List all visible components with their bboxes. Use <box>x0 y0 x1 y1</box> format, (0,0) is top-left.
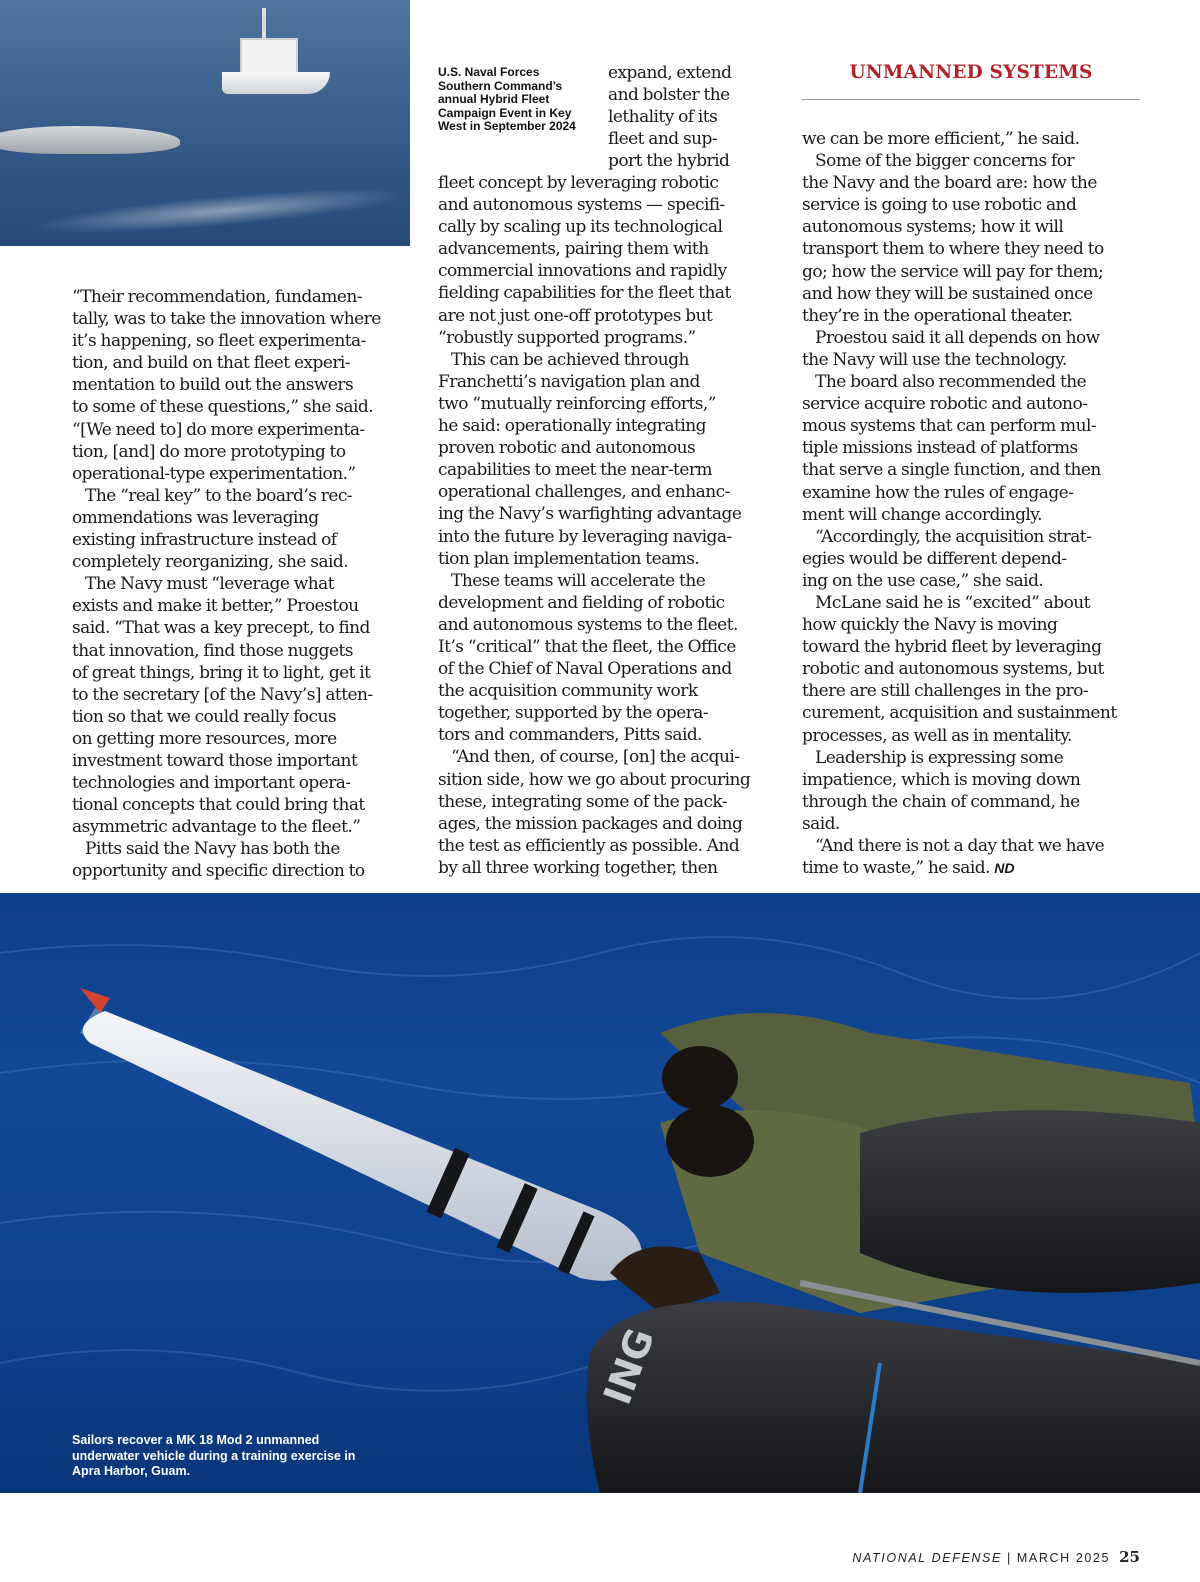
page-number: 25 <box>1119 1548 1140 1566</box>
publication-name: NATIONAL DEFENSE <box>852 1551 1002 1565</box>
section-title: UNMANNED SYSTEMS <box>849 62 1093 83</box>
end-mark: ND <box>994 860 1015 877</box>
article-column-2-top: expand, extend and bolster the lethality of its fleet and sup- port the hybrid <box>608 63 732 172</box>
issue-date: MARCH 2025 <box>1016 1551 1111 1565</box>
raft-tube-front <box>587 1302 1200 1493</box>
article-column-3 <box>802 128 1117 879</box>
unmanned-surface-vessel <box>0 126 180 154</box>
article-column-1: “Their recommendation, fundamen- tally, was to take the innovation where it’s happening, so fleet experimenta- tion, and build on that fleet experi- mentation to build out the answers to some of these questions,” she said. “[We need to] do more experimenta- tion, [and] do more prototyping to operational-type experimentation.” The “real key” to the board’s rec- ommendations was leveraging existing infrastructure instead of completely reorganizing, she said. The Navy must “leverage what exists and make it better,” Proestou said. “That was a key precept, to find that innovation, find those nuggets of great things, bring it to light, get it to the secretary [of the Navy’s] atten- tion so that we could really focus on getting more resources, more investment toward those important technologies and important opera- tional concepts that could bring that asymmetric advantage to the fleet.” Pitts said the Navy has both the opportunity and specific direction to <box>72 287 381 882</box>
bottom-photo-scene <box>0 893 1200 1493</box>
sailor-head-2 <box>666 1105 754 1177</box>
bottom-photo-caption: Sailors recover a MK 18 Mod 2 unmanned underwater vehicle during a training exercise in Apra Harbor, Guam. <box>72 1433 356 1478</box>
top-photo-caption: U.S. Naval Forces Southern Command’s annual Hybrid Fleet Campaign Event in Key West in September 2024 <box>438 65 576 134</box>
boat-tower <box>262 8 266 40</box>
bottom-photo <box>0 893 1200 1493</box>
article-column-2: fleet concept by leveraging robotic and autonomous systems — specifi- cally by scaling up its technological advancements, pairing them with commercial innovations and rapidly fielding capabilities for the fleet that are not just one-off prototypes but “robustly supported programs.” This can be achieved through Franchetti’s navigation plan and two “mutually reinforcing efforts,” he said: operationally integrating proven robotic and autonomous capabilities to meet the near-term operational challenges, and enhanc- ing the Navy’s warfighting advantage into the future by leveraging naviga- tion plan implementation teams. These teams will accelerate the development and fielding of robotic and autonomous systems to the fleet. It’s “critical” that the fleet, the Office of the Chief of Naval Operations and the acquisition community work together, supported by the opera- tors and commanders, Pitts said. “And then, of course, [on] the acqui- sition side, how we go about procuring these, integrating some of the pack- ages, the mission packages and doing the test as efficiently as possible. And by all three working together, then <box>438 173 751 878</box>
top-photo <box>0 0 410 246</box>
article-column-3-text: we can be more efficient,” he said. Some of the bigger concerns for the Navy and the board are: how the service is going to use robotic and autonomous systems; how it will transport them to where they need to go; how the service will pay for them; and how they will be sustained once they’re in the operational theater. Proestou said it all depends on how the Navy will use the technology. The board also recommended the service acquire robotic and autono- mous systems that can perform mul- tiple missions instead of platforms that serve a single function, and then examine how the rules of engage- ment will change accordingly. “Accordingly, the acquisition strat- egies would be different depend- ing on the use case,” she said. McLane said he is “excited” about how quickly the Navy is moving toward the hybrid fleet by leveraging robotic and autonomous systems, but there are still challenges in the pro- curement, acquisition and sustainment processes, as well as in mentality. Leadership is expressing some impatience, which is moving down through the chain of command, he said. “And there is not a day that we have time to waste,” he said. <box>802 129 1117 879</box>
boat-wake <box>29 179 410 242</box>
page-footer <box>852 1548 1140 1566</box>
boat-hull <box>222 72 330 94</box>
section-rule <box>802 99 1140 100</box>
raft-lettering: ING <box>595 1322 663 1411</box>
raft-tube-back <box>860 1110 1200 1293</box>
uuv-body <box>83 1011 642 1281</box>
footer-separator: | <box>1006 1551 1012 1565</box>
sailor-head-1 <box>662 1046 738 1110</box>
